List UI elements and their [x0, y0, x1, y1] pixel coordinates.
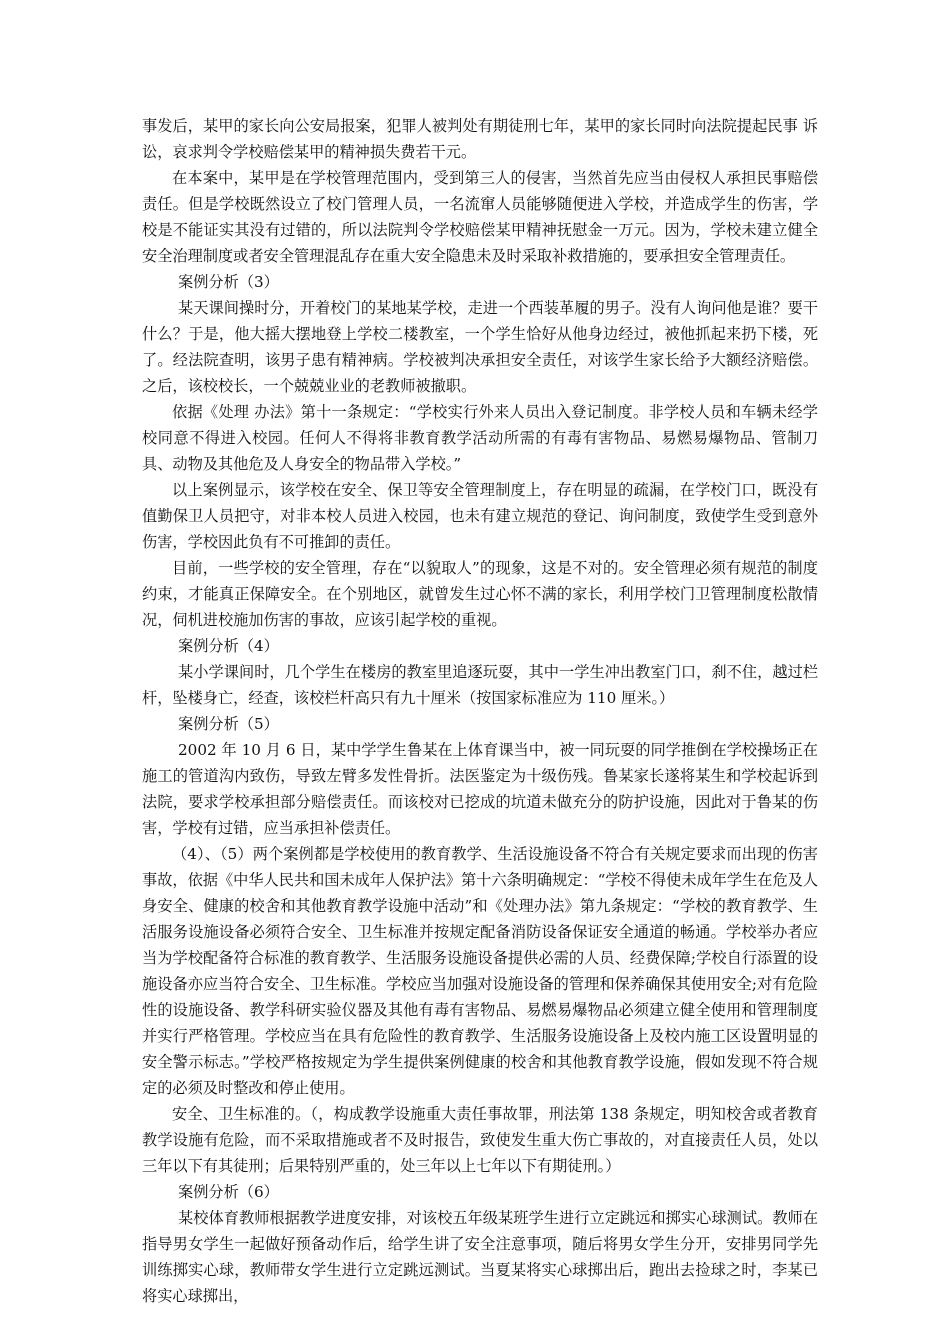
- case-heading-4: 案例分析（4）: [178, 637, 279, 655]
- paragraph-6: 目前，一些学校的安全管理，存在“以貌取人”的现象，这是不对的。安全管理必须有规范的制度约束，才能真正保障安全。在个别地区，就曾发生过心怀不满的家长，利用学校门卫管理制度松散情况，伺机进校施加伤害的事故，应该引起学校的重视。: [142, 559, 818, 629]
- paragraph-9: （4）、（5）两个案例都是学校使用的教育教学、生活设施设备不符合有关规定要求而出现的伤害事故，依据《中华人民共和国未成年人保护法》第十六条明确规定：“学校不得使未成年学生在危及人身安全、健康的校舍和其他教育教学设施中活动”和《处理办法》第九条规定：“学校的教育教学、生活服务设施设备必须符合安全、卫生标准并按规定配备消防设备保证安全通道的畅通。学校举办者应当为学校配备符合标准的教育教学、生活服务设施设备提供必需的人员、经费保障;学校自行添置的设施设备亦应当符合安全、卫生标准。学校应当加强对设施设备的管理和保养确保其使用安全;对有危险性的设施设备、教学科研实验仪器及其他有毒有害物品、易燃易爆物品必须建立健全使用和管理制度并实行严格管理。学校应当在具有危险性的教育教学、生活服务设施设备上及校内施工区设置明显的安全警示标志。”学校严格按规定为学生提供案例健康的校舍和其他教育教学设施，假如发现不符合规定的必须及时整改和停止使用。: [142, 845, 819, 1097]
- paragraph-10: 安全、卫生标准的。（，构成教学设施重大责任事故罪，刑法第 138 条规定，明知校舍或者教育教学设施有危险，而不采取措施或者不及时报告，致使发生重大伤亡事故的，对直接责任人员，处以三年以下有其徒刑；后果特别严重的，处三年以上七年以下有期徒刑。）: [142, 1105, 818, 1175]
- case-heading-5: 案例分析（5）: [178, 715, 279, 733]
- paragraph-11: 某校体育教师根据教学进度安排，对该校五年级某班学生进行立定跳远和掷实心球测试。教师在指导男女学生一起做好预备动作后，给学生讲了安全注意事项，随后将男女学生分开，安排男同学先训练掷实心球，教师带女学生进行立定跳远测试。当夏某将实心球掷出后，跑出去捡球之时，李某已将实心球掷出，: [142, 1209, 818, 1305]
- paragraph-8: 2002 年 10 月 6 日，某中学学生鲁某在上体育课当中，被一同玩耍的同学推倒在学校操场正在施工的管道沟内致伤，导致左臂多发性骨折。法医鉴定为十级伤残。鲁某家长遂将某生和学校起诉到法院，要求学校承担部分赔偿责任。而该校对已挖成的坑道未做充分的防护设施，因此对于鲁某的伤害，学校有过错，应当承担补偿责任。: [142, 741, 818, 837]
- paragraph-4: 依据《处理 办法》第十一条规定：“学校实行外来人员出入登记制度。非学校人员和车辆未经学校同意不得进入校园。任何人不得将非教育教学活动所需的有毒有害物品、易燃易爆物品、管制刀具、动物及其他危及人身安全的物品带入学校。”: [142, 403, 818, 473]
- case-heading-6: 案例分析（6）: [178, 1183, 279, 1201]
- case-heading-3: 案例分析（3）: [178, 273, 279, 291]
- paragraph-5: 以上案例显示，该学校在安全、保卫等安全管理制度上，存在明显的疏漏，在学校门口，既没有值勤保卫人员把守，对非本校人员进入校园，也未有建立规范的登记、询问制度，致使学生受到意外伤害，学校因此负有不可推卸的责任。: [142, 481, 818, 551]
- paragraph-3: 某天课间操时分，开着校门的某地某学校，走进一个西装革履的男子。没有人询问他是谁？要干什么？于是，他大摇大摆地登上学校二楼教室，一个学生恰好从他身边经过，被他抓起来扔下楼，死了。经法院查明，该男子患有精神病。学校被判决承担安全责任，对该学生家长给予大额经济赔偿。之后，该校校长，一个兢兢业业的老教师被撤职。: [142, 299, 818, 395]
- paragraph-2: 在本案中，某甲是在学校管理范围内，受到第三人的侵害，当然首先应当由侵权人承担民事赔偿责任。但是学校既然设立了校门管理人员，一名流窜人员能够随便进入学校，并造成学生的伤害，学校是不能证实其没有过错的，所以法院判令学校赔偿某甲精神抚慰金一万元。因为，学校未建立健全安全治理制度或者安全管理混乱存在重大安全隐患未及时采取补救措施的，要承担安全管理责任。: [142, 169, 818, 265]
- paragraph-1: 事发后，某甲的家长向公安局报案，犯罪人被判处有期徒刑七年，某甲的家长同时向法院提起民事 诉讼，哀求判令学校赔偿某甲的精神损失费若干元。: [142, 117, 818, 161]
- paragraph-7: 某小学课间时，几个学生在楼房的教室里追逐玩耍，其中一学生冲出教室门口，刹不住，越过栏杆，坠楼身亡，经查，该校栏杆高只有九十厘米（按国家标准应为 110 厘米。）: [142, 663, 818, 707]
